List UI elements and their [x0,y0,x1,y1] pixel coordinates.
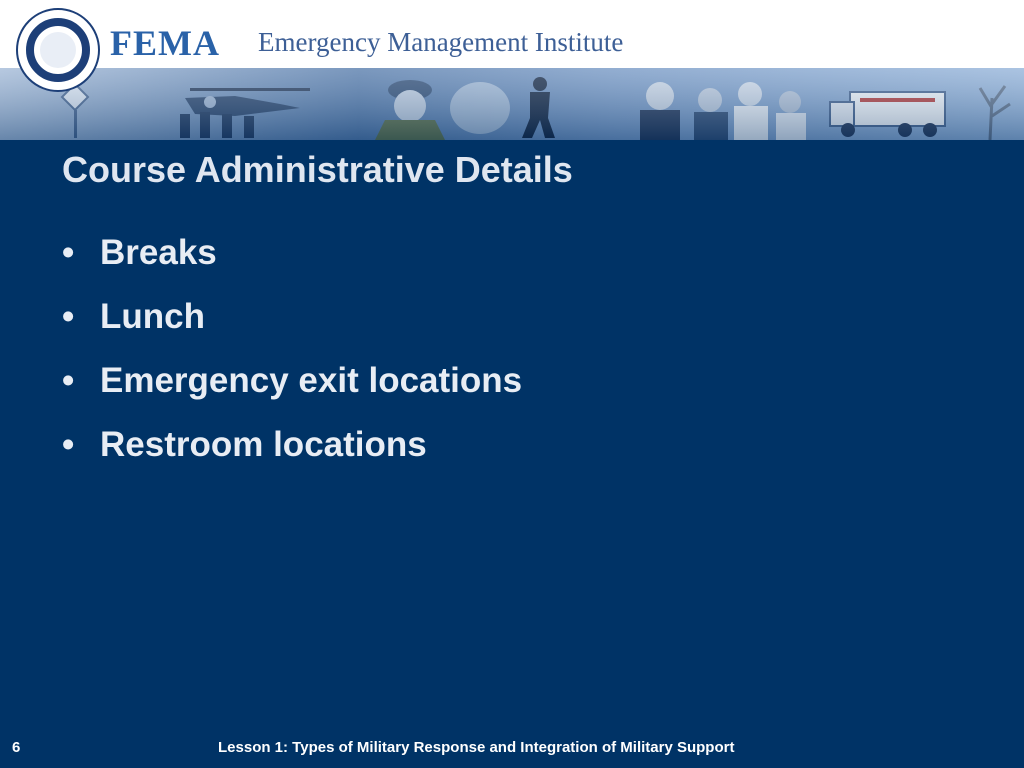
bullet-text: Restroom locations [100,425,427,464]
bullet-item [62,294,522,358]
header-bar [0,0,1024,68]
fema-logo: FEMA [110,23,220,63]
bullet-dot-icon: • [62,425,75,464]
institute-title: Emergency Management Institute [258,27,624,57]
bullet-dot-icon: • [62,233,75,272]
bullet-dot-icon: • [62,361,75,400]
bullet-item [62,358,522,422]
bullet-item [62,230,522,294]
slide-title: Course Administrative Details [62,149,573,190]
bullet-text: Emergency exit locations [100,361,523,400]
bullet-text: Breaks [100,233,217,272]
bullet-item [62,422,522,486]
bullet-list [62,230,522,486]
footer-lesson-title: Lesson 1: Types of Military Response and Integration of Military Support [218,739,735,756]
header-photo-banner [0,68,1024,140]
bullet-dot-icon: • [62,297,75,336]
page-number: 6 [12,739,21,756]
dhs-seal-icon [16,8,100,92]
bullet-text: Lunch [100,297,205,336]
